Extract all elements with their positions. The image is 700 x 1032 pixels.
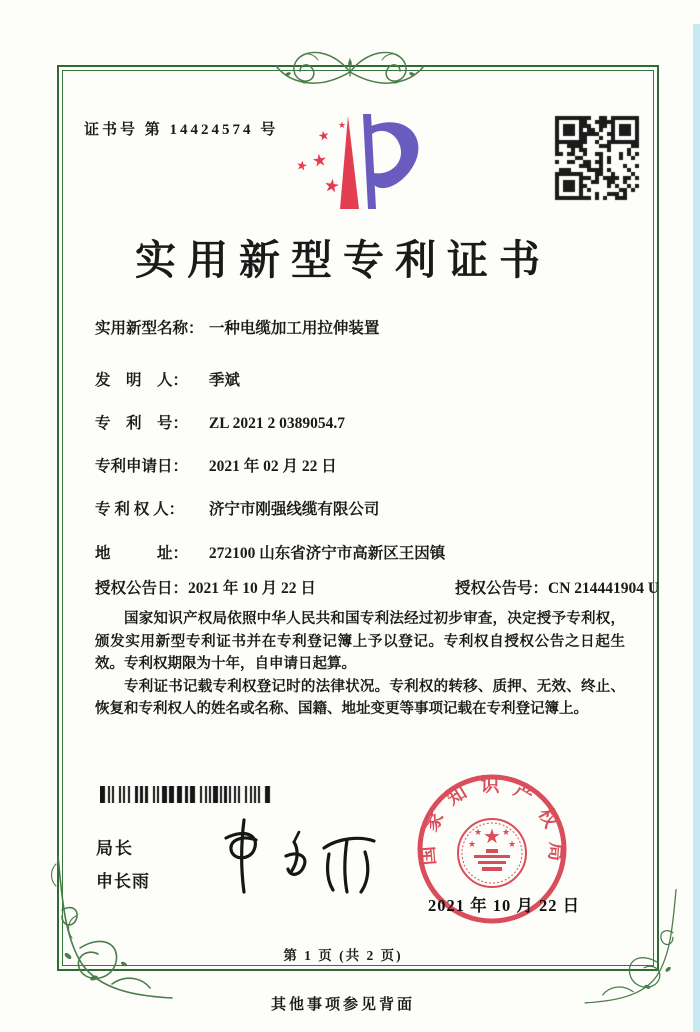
legal-paragraph-2: 专利证书记载专利权登记时的法律状况。专利权的转移、质押、无效、终止、恢复和专利权人的姓名或名称、国籍、地址变更等事项记载在专利登记簿上。 <box>95 678 625 717</box>
scan-edge-artifact <box>693 24 700 1032</box>
grant-date-value: 2021 年 10 月 22 日 <box>188 580 316 597</box>
field-row-inventor <box>95 368 240 390</box>
field-row-patent-number <box>95 411 345 433</box>
field-value: 272100 山东省济宁市高新区王因镇 <box>208 545 446 562</box>
svg-text:★: ★ <box>501 827 511 837</box>
signer-name: 申长雨 <box>96 872 150 891</box>
field-label: 实用新型名称： <box>95 320 204 337</box>
field-label: 专利申请日： <box>95 458 189 475</box>
legal-text <box>95 608 625 721</box>
svg-text:★: ★ <box>467 839 477 849</box>
svg-text:★: ★ <box>507 839 517 849</box>
qr-code-icon <box>551 112 643 204</box>
svg-text:★: ★ <box>316 126 331 145</box>
svg-text:★: ★ <box>322 174 342 197</box>
seal-agency-text: 国 家 知 识 产 权 局 <box>417 774 567 866</box>
field-value: 济宁市刚强线缆有限公司 <box>208 501 380 518</box>
field-row-utility-model-name <box>95 316 379 338</box>
footer-note: 其他事项参见背面 <box>270 997 415 1013</box>
field-label: 地 址： <box>95 545 189 562</box>
field-row-patentee <box>95 497 379 519</box>
svg-text:★: ★ <box>310 150 329 172</box>
grant-no-label: 授权公告号： <box>455 580 549 597</box>
grant-no-value: CN 214441904 U <box>548 580 660 597</box>
field-value: 季斌 <box>208 372 240 389</box>
svg-text:★: ★ <box>483 826 501 848</box>
handwritten-signature-icon <box>198 808 386 900</box>
field-label: 专 利 号： <box>95 415 189 432</box>
field-row-filing-date <box>95 454 337 476</box>
grant-number <box>455 576 659 598</box>
field-label: 发 明 人： <box>95 372 189 389</box>
seal-date: 2021 年 10 月 22 日 <box>427 896 581 915</box>
signer-title: 局长 <box>96 839 134 858</box>
certificate-title: 实用新型专利证书 <box>135 237 551 283</box>
legal-paragraph-1: 国家知识产权局依照中华人民共和国专利法经过初步审查，决定授予专利权，颁发实用新型专利证书并在专利登记簿上予以登记。专利权自授权公告之日起生效。专利权期限为十年，自申请日起算。 <box>95 611 625 672</box>
svg-text:★: ★ <box>338 120 347 130</box>
field-value: 一种电缆加工用拉伸装置 <box>208 320 380 337</box>
grant-date-label: 授权公告日： <box>95 580 189 597</box>
barcode-icon <box>100 786 272 803</box>
field-value: 2021 年 02 月 22 日 <box>208 458 337 475</box>
field-row-grant <box>95 576 660 598</box>
field-value: ZL 2021 2 0389054.7 <box>208 415 345 432</box>
field-row-address <box>95 541 445 563</box>
cnipa-logo-icon <box>288 110 428 216</box>
field-label: 专 利 权 人： <box>95 501 185 518</box>
svg-text:★: ★ <box>294 157 309 174</box>
svg-text:★: ★ <box>473 827 483 837</box>
certificate-number: 证书号 第 14424574 号 <box>84 122 279 138</box>
national-emblem-icon <box>458 819 526 887</box>
page-number: 第 1 页 (共 2 页) <box>283 948 403 963</box>
